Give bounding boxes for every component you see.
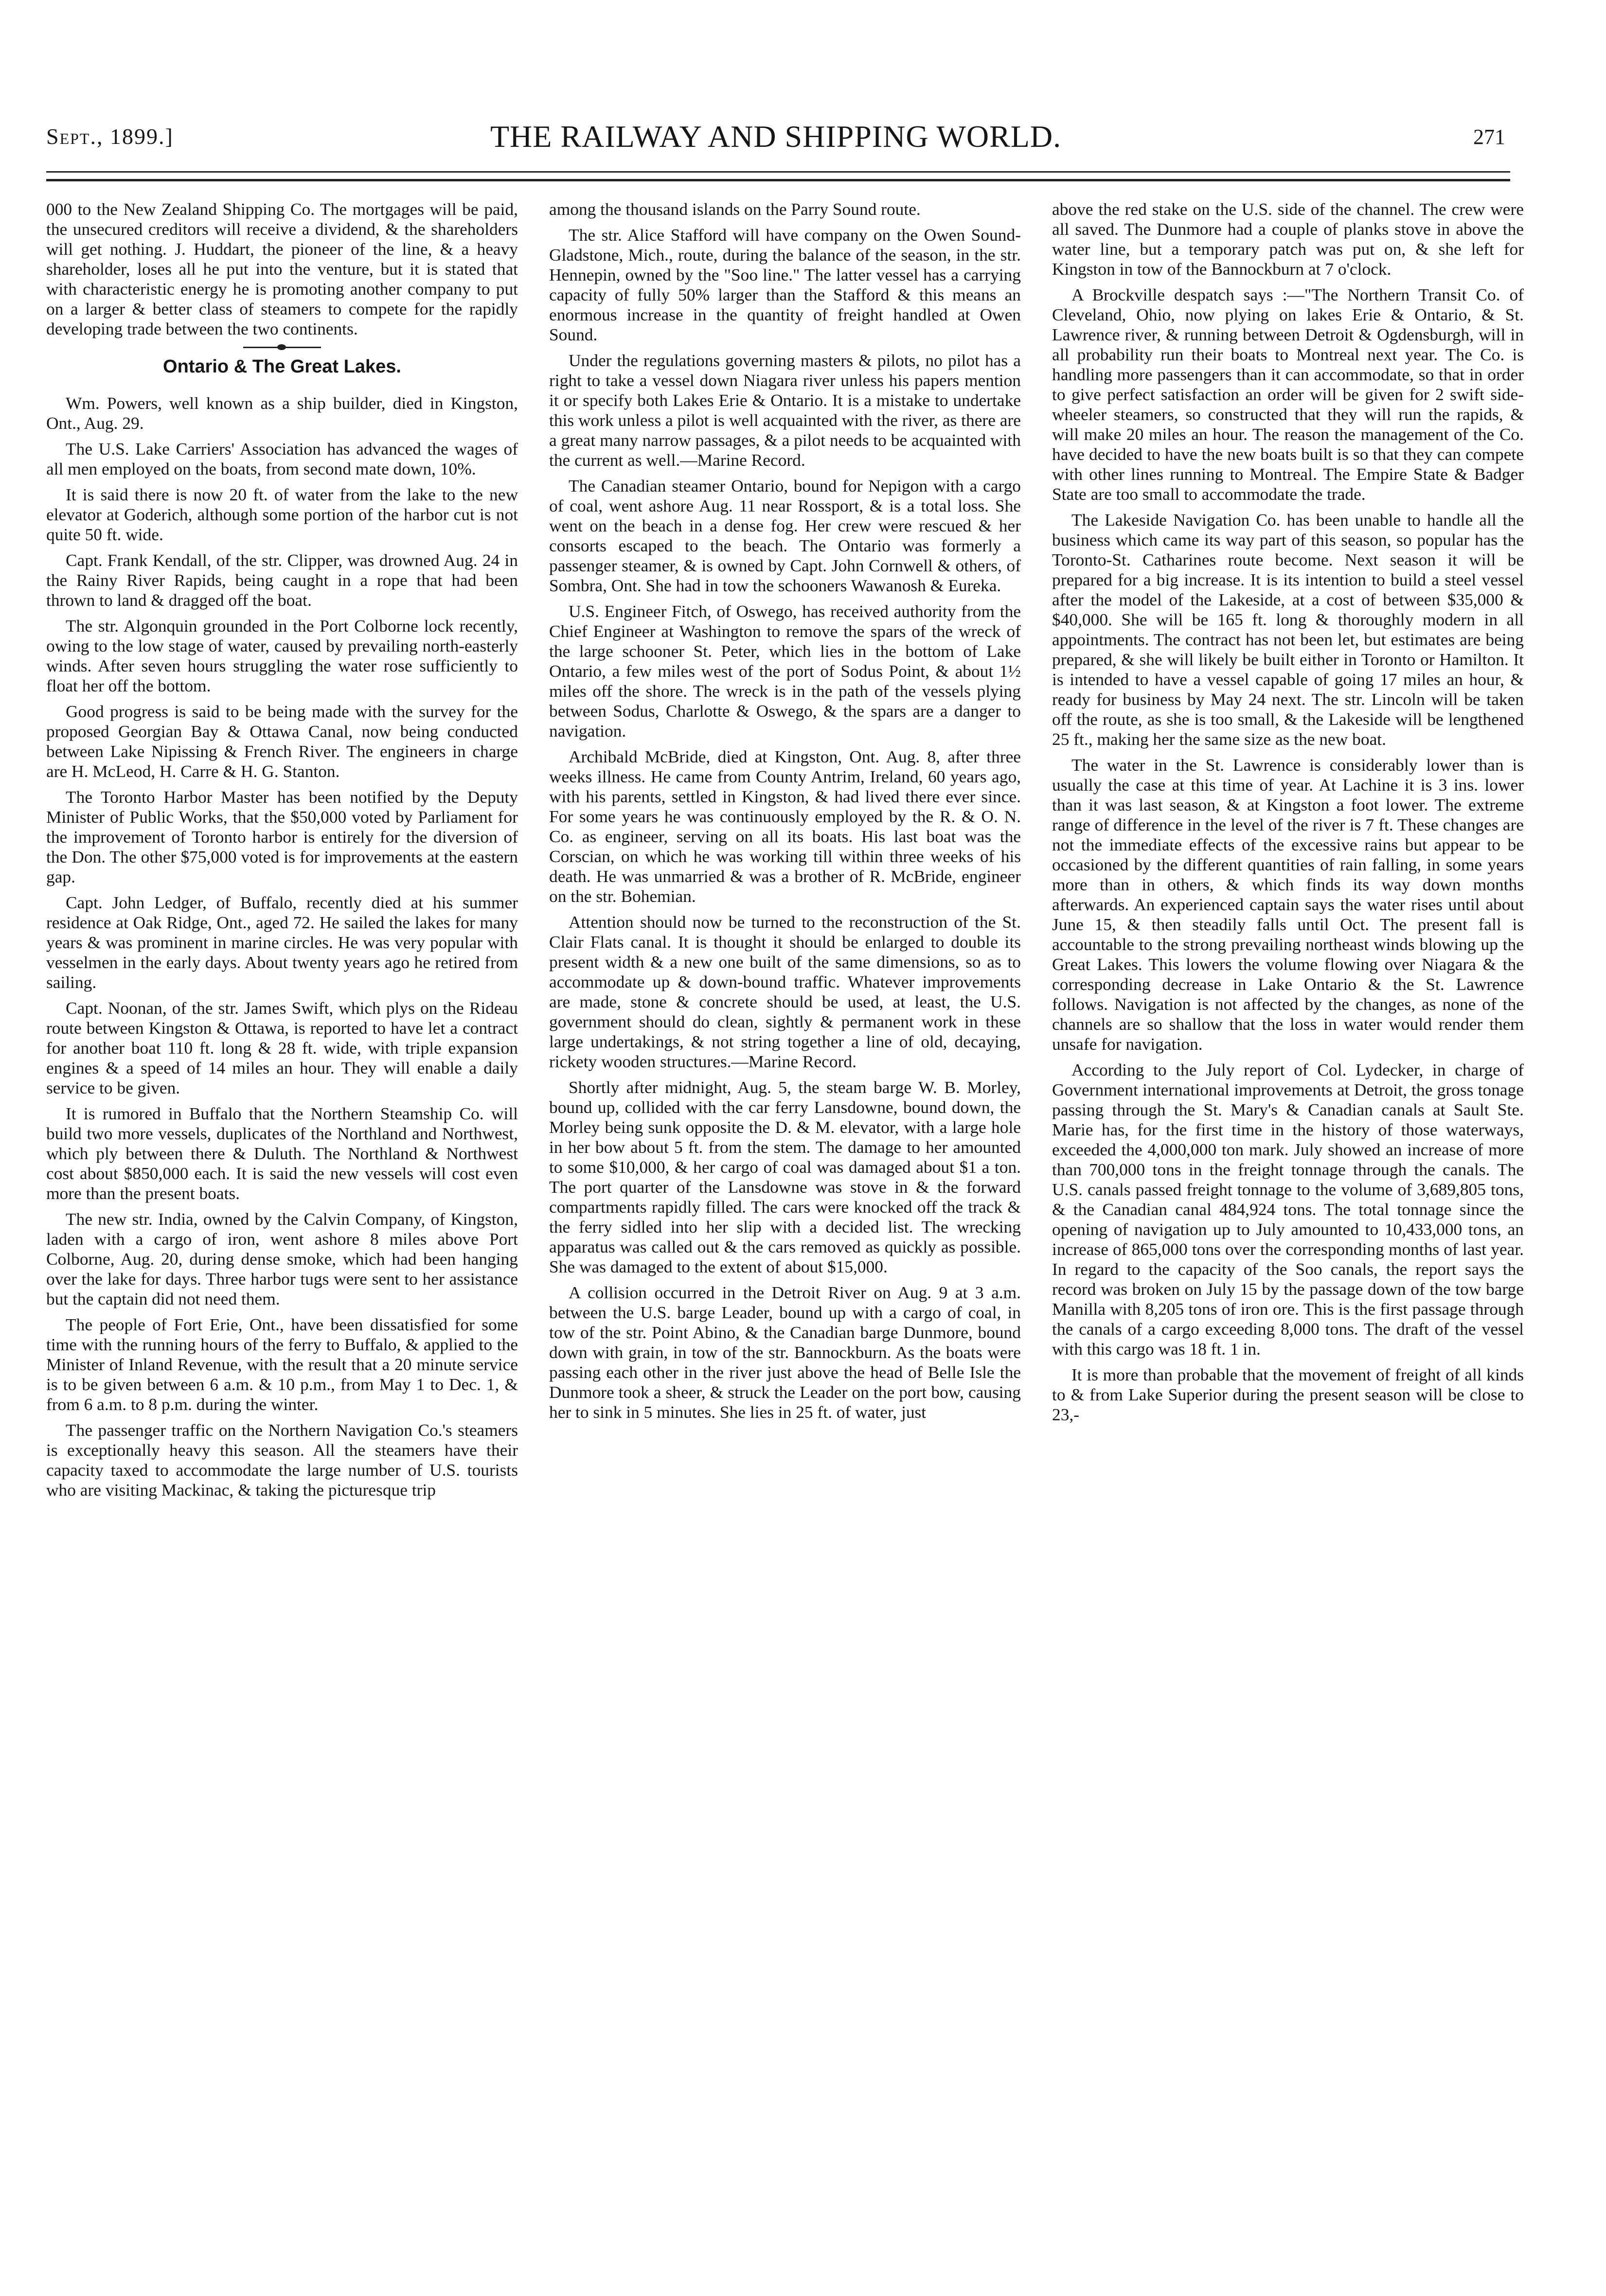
article-paragraph: Capt. Noonan, of the str. James Swift, which plys on the Rideau route between Kingston & Ottawa, is reported to have let a contract for another boat 110 ft. long & 28 ft. wide, with triple expansion engines & a speed of 14 miles an hour. They will enable a daily service to be given. — [46, 998, 518, 1097]
column-left — [46, 199, 518, 2242]
article-paragraph: The str. Alice Stafford will have company on the Owen Sound-Gladstone, Mich., route, during the balance of the season, in the str. Hennepin, owned by the "Soo line." The latter vessel has a carrying capacity of fully 50% larger than the Stafford & this means an enormous increase in the quantity of freight handled at Owen Sound. — [549, 225, 1021, 344]
article-columns — [46, 199, 1525, 2242]
article-paragraph: The Canadian steamer Ontario, bound for Nepigon with a cargo of coal, went ashore Aug. 11 near Rossport, & is a total loss. She went on the beach in a dense fog. Her crew were rescued & her consorts escaped to the beach. The Ontario was formerly a passenger steamer, & is owned by Capt. John Cornwell & others, of Sombra, Ont. She had in tow the schooners Wawanosh & Eureka. — [549, 476, 1021, 595]
article-paragraph: 000 to the New Zealand Shipping Co. The mortgages will be paid, the unsecured creditors will receive a dividend, & the shareholders will get nothing. J. Huddart, the pioneer of the line, & a heavy shareholder, loses all he put into the venture, but it is stated that with characteristic energy he is promoting another company to put on a larger & better class of steamers to compete for the rapidly developing trade between the two continents. — [46, 199, 518, 338]
article-paragraph: It is more than probable that the movement of freight of all kinds to & from Lake Superior during the present season will be close to 23,- — [1052, 1365, 1524, 1424]
article-paragraph: It is said there is now 20 ft. of water from the lake to the new elevator at Goderich, although some portion of the harbor cut is not quite 50 ft. wide. — [46, 485, 518, 544]
article-paragraph: The Toronto Harbor Master has been notified by the Deputy Minister of Public Works, that the $50,000 voted by Parliament for the improvement of Toronto harbor is entirely for the diversion of the Don. The other $75,000 voted is for improvements at the eastern gap. — [46, 787, 518, 886]
article-paragraph: Under the regulations governing masters & pilots, no pilot has a right to take a vessel down Niagara river unless his papers mention it or specify both Lakes Erie & Ontario. It is a mistake to undertake this work unless a pilot is well acquainted with the river, as there are a great many narrow passages, & a pilot needs to be acquainted with the current as well.—Marine Record. — [549, 351, 1021, 470]
article-paragraph: A Brockville despatch says :—"The Northern Transit Co. of Cleveland, Ohio, now plying on lakes Erie & Ontario, & St. Lawrence river, & running between Detroit & Ogdensburgh, will in all probability run their boats to Montreal next year. The Co. is handling more passengers than it can accommodate, so that in order to give perfect satisfaction an order will be given for 2 swift side-wheeler steamers, so constructed that they will run the rapids, & will make 20 miles an hour. The reason the management of the Co. have decided to have the new boats built is so that they can compete with other lines running to Montreal. The Empire State & Badger State are too small to accommodate the trade. — [1052, 285, 1524, 504]
article-paragraph: Shortly after midnight, Aug. 5, the steam barge W. B. Morley, bound up, collided with the car ferry Lansdowne, bound down, the Morley being sunk opposite the D. & M. elevator, with a large hole in her bow about 5 ft. from the stem. The damage to her amounted to some $10,000, & her cargo of coal was damaged about $1 a ton. The port quarter of the Lansdowne was stove in & the forward compartments rapidly filled. The cars were knocked off the track & the ferry sidled into her slip with a decided list. The wrecking apparatus was called out & the cars removed as quickly as possible. She was damaged to the extent of about $15,000. — [549, 1077, 1021, 1276]
column-right — [1052, 199, 1524, 2242]
article-paragraph: Capt. John Ledger, of Buffalo, recently died at his summer residence at Oak Ridge, Ont., aged 72. He sailed the lakes for many years & was prominent in marine circles. He was very popular with vesselmen in the early days. About twenty years ago he retired from sailing. — [46, 893, 518, 992]
section-heading: Ontario & The Great Lakes. — [163, 356, 401, 377]
article-paragraph: U.S. Engineer Fitch, of Oswego, has received authority from the Chief Engineer at Washington to remove the spars of the wreck of the large schooner St. Peter, which lies in the bottom of Lake Ontario, a few miles west of the port of Sodus Point, & about 1½ miles off the shore. The wreck is in the path of the vessels plying between Sodus, Charlotte & Oswego, & the spars are a danger to navigation. — [549, 601, 1021, 741]
issue-date: Sept., 1899.] — [46, 124, 174, 149]
article-paragraph: The U.S. Lake Carriers' Association has advanced the wages of all men employed on the boats, from second mate down, 10%. — [46, 439, 518, 478]
article-paragraph: The new str. India, owned by the Calvin Company, of Kingston, laden with a cargo of iron, went ashore 8 miles above Port Colborne, Aug. 20, during dense smoke, which had been hanging over the lake for days. Three harbor tugs were sent to her assistance but the captain did not need them. — [46, 1209, 518, 1308]
article-paragraph: among the thousand islands on the Parry Sound route. — [549, 199, 921, 219]
header-rule-thin — [46, 171, 1510, 173]
article-paragraph: Archibald McBride, died at Kingston, Ont. Aug. 8, after three weeks illness. He came from County Antrim, Ireland, 60 years ago, with his parents, settled in Kingston, & had lived there ever since. For some years he was continuously employed by the R. & O. N. Co. as engineer, serving on all its boats. His last boat was the Corscian, on which he was working till within three weeks of his death. He was unmarried & was a brother of R. McBride, engineer on the str. Bohemian. — [549, 747, 1021, 906]
article-paragraph: above the red stake on the U.S. side of the channel. The crew were all saved. The Dunmore had a couple of planks stove in above the water line, but a temporary patch was put on, & she left for Kingston in tow of the Bannockburn at 7 o'clock. — [1052, 199, 1524, 279]
article-paragraph: A collision occurred in the Detroit River on Aug. 9 at 3 a.m. between the U.S. barge Leader, bound up with a cargo of coal, in tow of the str. Point Abino, & the Canadian barge Dunmore, bound down with grain, in tow of the str. Bannockburn. As the boats were passing each other in the river just above the head of Belle Isle the Dunmore took a sheer, & struck the Leader on the port bow, causing her to sink in 5 minutes. She lies in 25 ft. of water, just — [549, 1283, 1021, 1422]
column-middle — [549, 199, 1021, 2242]
article-paragraph: Wm. Powers, well known as a ship builder, died in Kingston, Ont., Aug. 29. — [46, 393, 518, 433]
article-paragraph: Attention should now be turned to the reconstruction of the St. Clair Flats canal. It is thought it should be enlarged to double its present width & a new one built of the same dimensions, so as to accommodate up & down-bound traffic. Whatever improvements are made, stone & concrete should be used, at least, the U.S. government should do clean, sightly & permanent work in these large undertakings, & not string together a line of old, decaying, rickety wooden structures.—Marine Record. — [549, 912, 1021, 1071]
journal-title: THE RAILWAY AND SHIPPING WORLD. — [490, 119, 1062, 154]
section-divider — [243, 347, 321, 348]
article-paragraph: The str. Algonquin grounded in the Port Colborne lock recently, owing to the low stage of water, caused by prevailing north-easterly winds. After seven hours struggling the water rose sufficiently to float her off the bottom. — [46, 616, 518, 695]
header-rule-thick — [46, 179, 1510, 181]
article-paragraph: Capt. Frank Kendall, of the str. Clipper, was drowned Aug. 24 in the Rainy River Rapids, being caught in a rope that had been thrown to land & dragged off the boat. — [46, 550, 518, 610]
page-header — [46, 117, 1505, 160]
page-number: 271 — [1473, 125, 1505, 149]
article-paragraph: It is rumored in Buffalo that the Northern Steamship Co. will build two more vessels, duplicates of the Northland and Northwest, which ply between there & Duluth. The Northland & Northwest cost about $850,000 each. It is said the new vessels will cost even more than the present boats. — [46, 1104, 518, 1203]
article-paragraph: The Lakeside Navigation Co. has been unable to handle all the business which came its way part of this season, so popular has the Toronto-St. Catharines route become. Next season it will be prepared for a big increase. It is its intention to build a steel vessel after the model of the Lakeside, at a cost of between $35,000 & $40,000. She will be 165 ft. long & thoroughly modern in all appointments. The contract has not been let, but estimates are being prepared, & she will likely be built either in Toronto or Hamilton. It is intended to have a vessel capable of going 17 miles an hour, & ready for business by May 24 next. The str. Lincoln will be taken off the route, as she is too small, & the Lakeside will be lengthened 25 ft., making her the same size as the new boat. — [1052, 510, 1524, 749]
article-paragraph: Good progress is said to be being made with the survey for the proposed Georgian Bay & Ottawa Canal, now being conducted between Lake Nipissing & French River. The engineers in charge are H. McLeod, H. Carre & H. G. Stanton. — [46, 702, 518, 781]
article-paragraph: The people of Fort Erie, Ont., have been dissatisfied for some time with the running hours of the ferry to Buffalo, & applied to the Minister of Inland Revenue, with the result that a 20 minute service is to be given between 6 a.m. & 10 p.m., from May 1 to Dec. 1, & from 6 a.m. to 8 p.m. during the winter. — [46, 1315, 518, 1414]
article-paragraph: According to the July report of Col. Lydecker, in charge of Government international improvements at Detroit, the gross tonage passing through the St. Mary's & Canadian canals at Sault Ste. Marie has, for the first time in the history of those waterways, exceeded the 4,000,000 ton mark. July showed an increase of more than 700,000 tons in the freight tonnage through the canals. The U.S. canals passed freight tonnage to the volume of 3,689,805 tons, & the Canadian canal 484,924 tons. The total tonnage since the opening of navigation up to July amounted to 10,433,000 tons, an increase of 865,000 tons over the corresponding months of last year. In regard to the capacity of the Soo canals, the report says the record was broken on July 15 by the passage down of the tow barge Manilla with 8,205 tons of iron ore. This is the first passage through the canals of a cargo exceeding 8,000 tons. The draft of the vessel with this cargo was 18 ft. 1 in. — [1052, 1060, 1524, 1359]
article-paragraph: The water in the St. Lawrence is considerably lower than is usually the case at this time of year. At Lachine it is 3 ins. lower than it was last season, & at Kingston a foot lower. The extreme range of difference in the level of the river is 7 ft. These changes are not the immediate effects of the excessive rains but appear to be occasioned by the different quantities of rain falling, in some years more than in others, & which finds its way down months afterwards. An experienced captain says the water rises until about June 15, & then steadily falls until Oct. The present fall is accountable to the strong prevailing northeast winds blowing up the Great Lakes. This lowers the volume flowing over Niagara & the corresponding decrease in Lake Ontario & the St. Lawrence follows. Navigation is not affected by the changes, as none of the channels are so shallow that the loss in water would render them unsafe for navigation. — [1052, 755, 1524, 1054]
article-paragraph: The passenger traffic on the Northern Navigation Co.'s steamers is exceptionally heavy this season. All the steamers have their capacity taxed to accommodate the large number of U.S. tourists who are visiting Mackinac, & taking the picturesque trip — [46, 1420, 518, 1500]
